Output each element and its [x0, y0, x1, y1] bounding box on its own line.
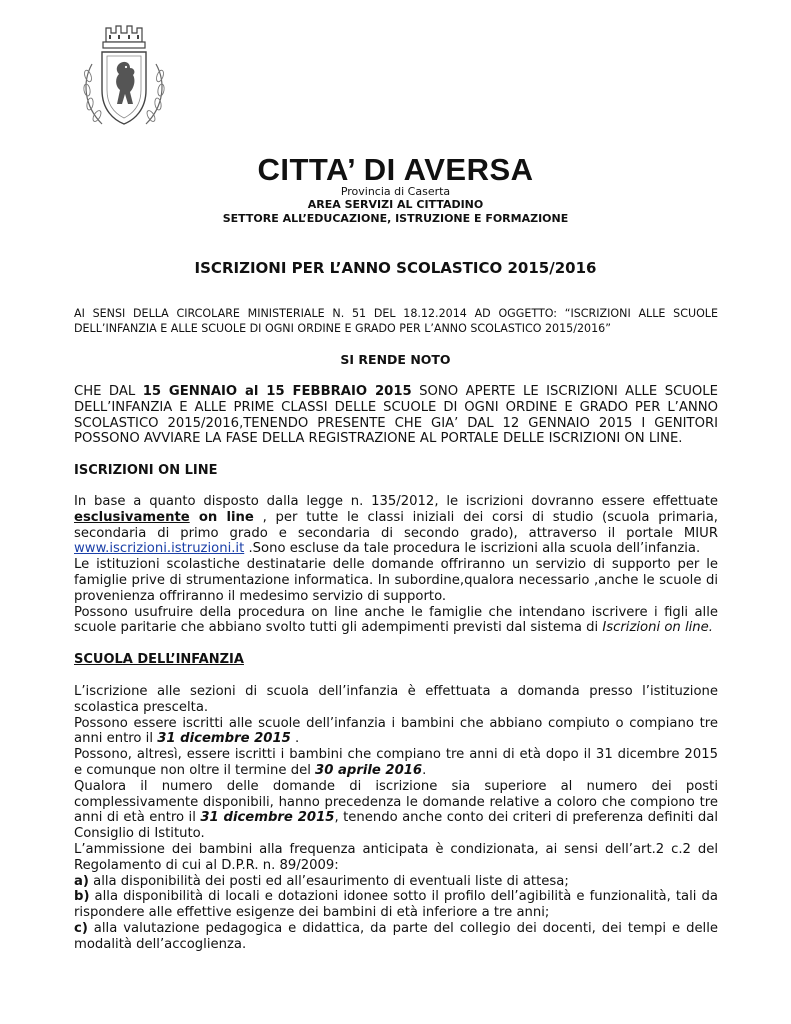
intro-paragraph: CHE DAL 15 GENNAIO al 15 FEBBRAIO 2015 SONO APERTE LE ISCRIZIONI ALLE SCUOLE DELL’INFANZIA E ALLE PRIME CLASSI DELLE SCUOLE DI OGNI ORDINE E GRADO PER L’ANNO SCOLASTICO 2015/2016,TENENDO PRESENTE CHE GIA’ DAL 12 GENNAIO 2015 I GENITORI POSSONO AVVIARE LA FASE DELLA REGISTRAZIONE AL PORTALE DELLE ISCRIZIONI ON LINE. [74, 384, 718, 447]
infanzia-paragraph-5: L’ammissione dei bambini alla frequenza anticipata è condizionata, ai sensi dell’art.2 c.2 del Regolamento di cui al D.P.R. n. 89/2009: [74, 841, 718, 873]
infanzia-paragraph-4: Qualora il numero delle domande di iscrizione sia superiore al numero dei posti complessivamente disponibili, hanno precedenza le domande relative a coloro che compiono tre anni di età entro il 31 dicembre 2015, tenendo anche conto dei criteri di preferenza definiti dal Consiglio di Istituto. [74, 778, 718, 842]
miur-portal-link[interactable]: www.iscrizioni.istruzioni.it [74, 541, 245, 557]
infanzia-paragraph-3: Possono, altresì, essere iscritti i bambini che compiano tre anni di età dopo il 31 dicembre 2015 e comunque non oltre il termine del 30 aprile 2016. [74, 747, 718, 778]
sector-line: SETTORE ALL’EDUCAZIONE, ISTRUZIONE E FORMAZIONE [222, 212, 569, 225]
online-paragraph-3: Possono usufruire della procedura on line anche le famiglie che intendano iscrivere i figli alle scuole paritarie che abbiano svolto tutti gli adempimenti previsti dal sistema di Iscrizioni on line. [74, 604, 718, 636]
online-paragraph-2: Le istituzioni scolastiche destinatarie delle domande offriranno un servizio di supporto per le famiglie prive di strumentazione informatica. In subordine,qualora necessario ,anche le scuole di provenienza offriranno il medesimo servizio di supporto. [74, 557, 718, 604]
coat-of-arms-icon [78, 20, 170, 132]
infanzia-paragraph-1: L’iscrizione alle sezioni di scuola dell’infanzia è effettuata a domanda presso l’istituzione scolastica prescelta. [74, 684, 718, 715]
province-line: Provincia di Caserta [340, 185, 451, 198]
condition-c: c) alla valutazione pedagogica e didattica, da parte del collegio dei docenti, dei tempi e delle modalità dell’accoglienza. [74, 920, 718, 952]
condition-a: a) alla disponibilità dei posti ed all’esaurimento di eventuali liste di attesa; [74, 873, 569, 889]
online-paragraph-1: In base a quanto disposto dalla legge n. 135/2012, le iscrizioni dovranno essere effettuate esclusivamente on line , per tutte le classi iniziali dei corsi di studio (scuola primaria, secondaria di primo grado e secondaria di secondo grado), attraverso il portale MIUR www.iscrizioni.istruzioni.it .Sono escluse da tale procedura le iscrizioni alla scuola dell’infanzia. [74, 494, 718, 557]
area-line: AREA SERVIZI AL CITTADINO [307, 198, 484, 211]
document-title: CITTA’ DI AVERSA [257, 152, 534, 187]
condition-b: b) alla disponibilità di locali e dotazioni idonee sotto il profilo dell’agibilità e funzionalità, tali da rispondere alle effettive esigenze dei bambini di età inferiore a tre anni; [74, 889, 718, 921]
document-heading: ISCRIZIONI PER L’ANNO SCOLASTICO 2015/2016 [194, 259, 597, 277]
section-heading-online: ISCRIZIONI ON LINE [74, 463, 218, 478]
infanzia-paragraph-2: Possono essere iscritti alle scuole dell’infanzia i bambini che abbiano compiuto o compiano tre anni entro il 31 dicembre 2015 . [74, 715, 718, 747]
online-section [74, 494, 718, 636]
infanzia-section [74, 684, 718, 953]
legal-reference: AI SENSI DELLA CIRCOLARE MINISTERIALE N. 51 DEL 18.12.2014 AD OGGETTO: “ISCRIZIONI ALLE SCUOLE DELL’INFANZIA E ALLE SCUOLE DI OGNI ORDINE E GRADO PER L’ANNO SCOLASTICO 2015/2016” [74, 307, 718, 335]
section-heading-infanzia: SCUOLA DELL’INFANZIA [74, 652, 244, 667]
notice-heading: SI RENDE NOTO [340, 352, 451, 367]
